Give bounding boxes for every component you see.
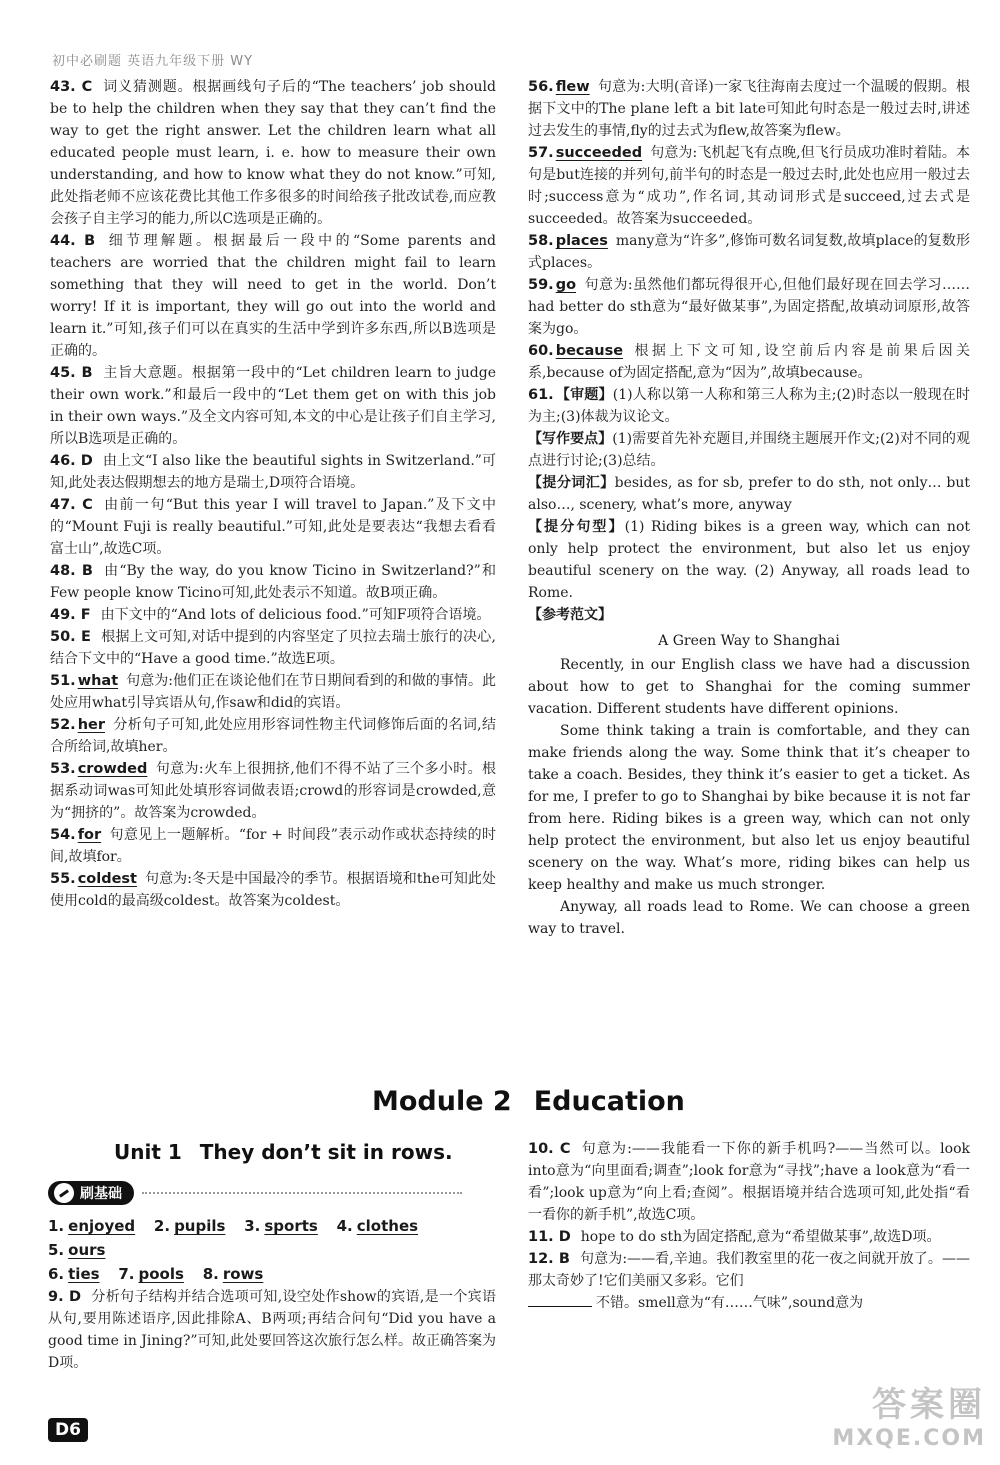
left-column: [50, 76, 496, 912]
answer-item-56: 56. flew 句意为:大明(音译)一家飞往海南去度过一个温暖的假期。根据下文中的The plane left a bit late可知此句时态是一般过去时,讲述过去发生的事情,fly的过去式为flew,故答案为flew。: [528, 79, 970, 139]
answer-item-44: 44. B 细节理解题。根据最后一段中的“Some parents and teachers are worried that the children might fail to learn something that they will need to get in the world. Don’t worry! If it is important, they will go out into the world and learn it.”可知,孩子们可以在真实的生活中学到许多东西,所以B选项是正确的。: [50, 233, 496, 359]
answer-item-53: 53. crowded 句意为:火车上很拥挤,他们不得不站了三个多小时。根据系动词was可知此处填形容词做表语;crowd的形容词是crowded,意为“拥挤的”。故答案为crowded。: [50, 761, 496, 821]
answer-item-12: 12. B 句意为:——看,辛迪。我们教室里的花一夜之间就开放了。——那太奇妙了!它们美丽又多彩。它们 不错。smell意为“有……气味”,sound意为: [528, 1251, 970, 1311]
answer-item-43: 43. C 词义猜测题。根据画线句子后的“The teachers’ job should be to help the children when they say that they can’t find the way to get the right answer. Let the children learn what all educated people must learn, i. e. how to measure their own understanding, and how to know what they do not know.”可知,此处指老师不应该花费比其他工作多很多的时间给孩子批改试卷,而应教会孩子自主学习的能力,所以C选项是正确的。: [50, 79, 496, 227]
section-badge: [48, 1180, 462, 1206]
essay-paragraph: Some think taking a train is comfortable, and they can make friends along the way. Some think that it’s cheaper to take a coach. Besides, they think it’s easier to get a ticket. As for me, I prefer to go to Shanghai by bike because it is not far from here. Riding bikes is a green way, which can not only help protect the environment, but also let us enjoy beautiful scenery on the way. What’s more, riding bikes can help us keep healthy and make us much stronger.: [528, 723, 970, 893]
watermark-logo: 答案圈 MXQE.COM: [832, 1385, 986, 1451]
writing-sample-tag: 【参考范文】: [528, 607, 612, 623]
answer-item-10: 10. C 句意为:——我能看一下你的新手机吗?——当然可以。look into意为“向里面看;调查”;look for意为“寻找”;have a look意为“看一看”;look up意为“向上看;查阅”。根据语境并结合选项可知,此处指“看一看你的新手机”,故选C项。: [528, 1141, 970, 1223]
essay-title: A Green Way to Shanghai: [658, 633, 840, 649]
badge-pill: [48, 1181, 134, 1205]
answer-item-46: 46. D 由上文“I also like the beautiful sights in Switzerland.”可知,此处表达假期想去的地方是瑞士,D项符合语境。: [50, 453, 496, 491]
module-title: [372, 1086, 685, 1117]
answer-item-52: 52. her 分析句子可知,此处应用形容词性物主代词修饰后面的名词,结合所给词,故填her。: [50, 717, 496, 755]
module-name: Education: [533, 1086, 685, 1117]
page-number: D6: [48, 1418, 88, 1442]
blank-answers-row: 6. ties 7. pools 8. rows: [48, 1265, 264, 1283]
answer-item-51: 51. what 句意为:他们正在谈论他们在节日期间看到的和做的事情。此处应用what引导宾语从句,作saw和did的宾语。: [50, 673, 496, 711]
writing-sentences: 【提分句型】(1) Riding bikes is a green way, which can not only help protect the environment, but also let us enjoy beautiful scenery on the way. (2) Anyway, all roads lead to Rome.: [528, 519, 970, 601]
answer-item-9: 9. D 分析句子结构并结合选项可知,设空处作show的宾语,是一个宾语从句,要用陈述语序,因此排除A、B两项;再结合问句“Did you have a good time in Jining?”可知,此处要回答这次旅行怎么样。故正确答案为D项。: [48, 1289, 497, 1371]
answer-item-54: 54. for 句意见上一题解析。“for + 时间段”表示动作或状态持续的时间,故填for。: [50, 827, 496, 865]
essay-paragraph: Anyway, all roads lead to Rome. We can choose a green way to travel.: [528, 899, 970, 937]
blank-answers-row: 1. enjoyed 2. pupils 3. sports 4. clothes 5. ours: [48, 1217, 419, 1259]
answer-item-48: 48. B 由“By the way, do you know Ticino in Switzerland?”和Few people know Ticino可知,此处表示不知道。故B项正确。: [50, 563, 496, 601]
answer-item-60: 60. because 根据上下文可知,设空前后内容是前果后因关系,because of为固定搭配,意为“因为”,故填because。: [528, 343, 970, 381]
unit-name: They don’t sit in rows.: [199, 1140, 453, 1164]
unit-title: [114, 1140, 453, 1164]
answer-blank-line: [528, 1292, 592, 1307]
dotted-divider: [142, 1192, 462, 1194]
answer-item-59: 59. go 句意为:虽然他们都玩得很开心,但他们最好现在回去学习…… had better do sth意为“最好做某事”,为固定搭配,故填动词原形,故答案为go。: [528, 277, 970, 337]
answer-item-57: 57. succeeded 句意为:飞机起飞有点晚,但飞行员成功准时着陆。本句是but连接的并列句,前半句的时态是一般过去时,此处也应用一般过去时;success意为“成功”,作名词,其动词形式是succeed,过去式是succeeded。故答案为succeeded。: [528, 145, 970, 227]
page-header: 初中必刷题 英语九年级下册 WY: [52, 54, 254, 69]
answer-item-55: 55. coldest 句意为:冬天是中国最冷的季节。根据语境和the可知此处使用cold的最高级coldest。故答案为coldest。: [50, 871, 496, 909]
pen-icon: [54, 1183, 74, 1203]
answer-item-50: 50. E 根据上文可知,对话中提到的内容坚定了贝拉去瑞士旅行的决心,结合下文中的“Have a good time.”故选E项。: [50, 629, 496, 667]
writing-points: 【写作要点】(1)需要首先补充题目,并围绕主题展开作文;(2)对不同的观点进行讨论;(3)总结。: [528, 431, 970, 469]
answer-item-11: 11. D hope to do sth为固定搭配,意为“希望做某事”,故选D项。: [528, 1229, 941, 1245]
writing-review: 61. 【审题】(1)人称以第一人称和第三人称为主;(2)时态以一般现在时为主;(3)体裁为议论文。: [528, 387, 970, 425]
answer-item-49: 49. F 由下文中的“And lots of delicious food.”可知F项符合语境。: [50, 607, 491, 623]
unit-label: Unit 1: [114, 1140, 182, 1164]
answer-item-47: 47. C 由前一句“But this year I will travel to Japan.”及下文中的“Mount Fuji is really beautiful.”可知,此处是要表达“我想去看看富士山”,故选C项。: [50, 497, 496, 557]
badge-label: 刷基础: [80, 1186, 122, 1202]
module-label: Module 2: [372, 1086, 512, 1117]
bottom-right-column: [528, 1138, 970, 1314]
answer-item-58: 58. places many意为“许多”,修饰可数名词复数,故填place的复数形式places。: [528, 233, 970, 271]
writing-vocab: 【提分词汇】besides, as for sb, prefer to do sth, not only… but also…, scenery, what’s more, anyway: [528, 475, 970, 513]
bottom-left-column: [48, 1214, 496, 1374]
essay-paragraph: Recently, in our English class we have had a discussion about how to get to Shanghai for the coming summer vacation. Different students have different opinions.: [528, 657, 970, 717]
answer-item-45: 45. B 主旨大意题。根据第一段中的“Let children learn to judge their own work.”和最后一段中的“Let them get on with this job in their own ways.”及全文内容可知,本文的中心是让孩子们自主学习,所以B选项是正确的。: [50, 365, 496, 447]
right-column: [528, 76, 970, 940]
